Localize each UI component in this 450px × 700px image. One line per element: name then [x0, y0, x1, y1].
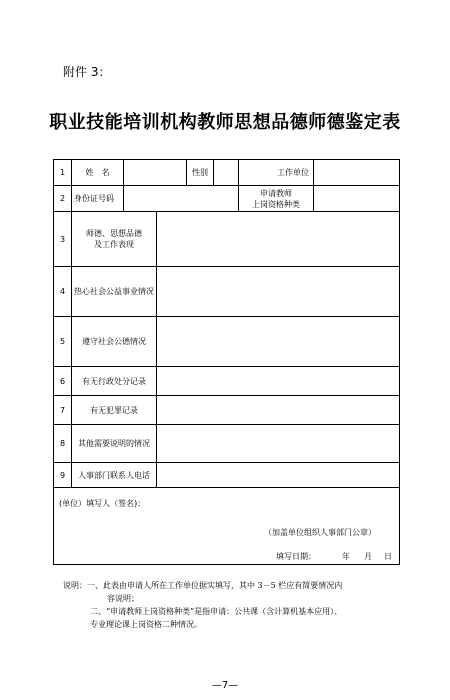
hr-contact-field[interactable]: [157, 463, 400, 488]
row-number: 4: [54, 267, 72, 317]
signature-row: [54, 488, 400, 565]
other-notes-label: 其他需要说明的情况: [72, 425, 157, 463]
public-welfare-field[interactable]: [157, 267, 400, 317]
ethics-label-line: 师德、思想品德: [86, 229, 142, 238]
form-row-5: [54, 317, 400, 367]
form-row-4: [54, 267, 400, 317]
gender-label: 性别: [187, 160, 214, 186]
row-number: 8: [54, 425, 72, 463]
social-morality-label: 遵守社会公德情况: [72, 317, 157, 367]
ethics-label: [72, 212, 157, 267]
day-label: 日: [384, 552, 392, 561]
criminal-record-label: 有无犯罪记录: [72, 396, 157, 425]
annex-label: 附件 3：: [63, 65, 111, 79]
social-morality-field[interactable]: [157, 317, 400, 367]
name-field[interactable]: [124, 160, 187, 186]
note-line: 二、“申请教师上岗资格种类”是指申请：公共课（含计算机基本应用）、: [90, 607, 343, 616]
work-unit-label: 工作单位: [239, 160, 314, 186]
form-row-3: [54, 212, 400, 267]
note-line: 说明：一、此表由申请人所在工作单位据实填写，其中 3－5 栏应有简要情况内: [63, 581, 343, 590]
id-number-field[interactable]: [124, 186, 239, 212]
admin-penalty-field[interactable]: [157, 367, 400, 396]
appraisal-form-table: [53, 159, 400, 565]
row-number: 5: [54, 317, 72, 367]
apply-label-line: 申请教师: [260, 188, 292, 198]
row-number: 7: [54, 396, 72, 425]
form-row-8: [54, 425, 400, 463]
month-label: 月: [364, 552, 372, 561]
note-line: 专业理论课上岗资格二种情况。: [90, 620, 202, 629]
public-welfare-label: 热心社会公益事业情况: [72, 267, 157, 317]
form-row-1: [54, 160, 400, 186]
row-number: 2: [54, 186, 72, 212]
admin-penalty-label: 有无行政处分记录: [72, 367, 157, 396]
work-unit-field[interactable]: [314, 160, 400, 186]
apply-qualification-label: [239, 186, 314, 212]
hr-contact-label: 人事部门联系人电话: [72, 463, 157, 488]
official-seal-note: （加盖单位组织人事部门公章）: [264, 528, 376, 537]
ethics-field[interactable]: [157, 212, 400, 267]
note-line: 容说明；: [107, 594, 139, 603]
other-notes-field[interactable]: [157, 425, 400, 463]
form-row-2: [54, 186, 400, 212]
ethics-label-line: 及工作表现: [94, 240, 134, 249]
row-number: 1: [54, 160, 72, 186]
row-number: 9: [54, 463, 72, 488]
filler-signature-label: (单位）填写人（签名)：: [59, 499, 146, 508]
signature-block: [54, 488, 400, 565]
apply-label-line: 上岗资格种类: [252, 199, 300, 209]
id-number-label: 身份证号码: [72, 186, 124, 212]
form-row-7: [54, 396, 400, 425]
notes-section: [63, 579, 403, 631]
form-title: 职业技能培训机构教师思想品德师德鉴定表: [49, 112, 401, 133]
form-row-6: [54, 367, 400, 396]
page-number: —7—: [211, 680, 239, 691]
row-number: 3: [54, 212, 72, 267]
form-row-9: [54, 463, 400, 488]
row-number: 6: [54, 367, 72, 396]
apply-qualification-field[interactable]: [314, 186, 400, 212]
gender-field[interactable]: [214, 160, 239, 186]
criminal-record-field[interactable]: [157, 396, 400, 425]
fill-date-label: 填写日期：: [276, 552, 316, 561]
year-label: 年: [342, 552, 350, 561]
name-label: 姓 名: [72, 160, 124, 186]
